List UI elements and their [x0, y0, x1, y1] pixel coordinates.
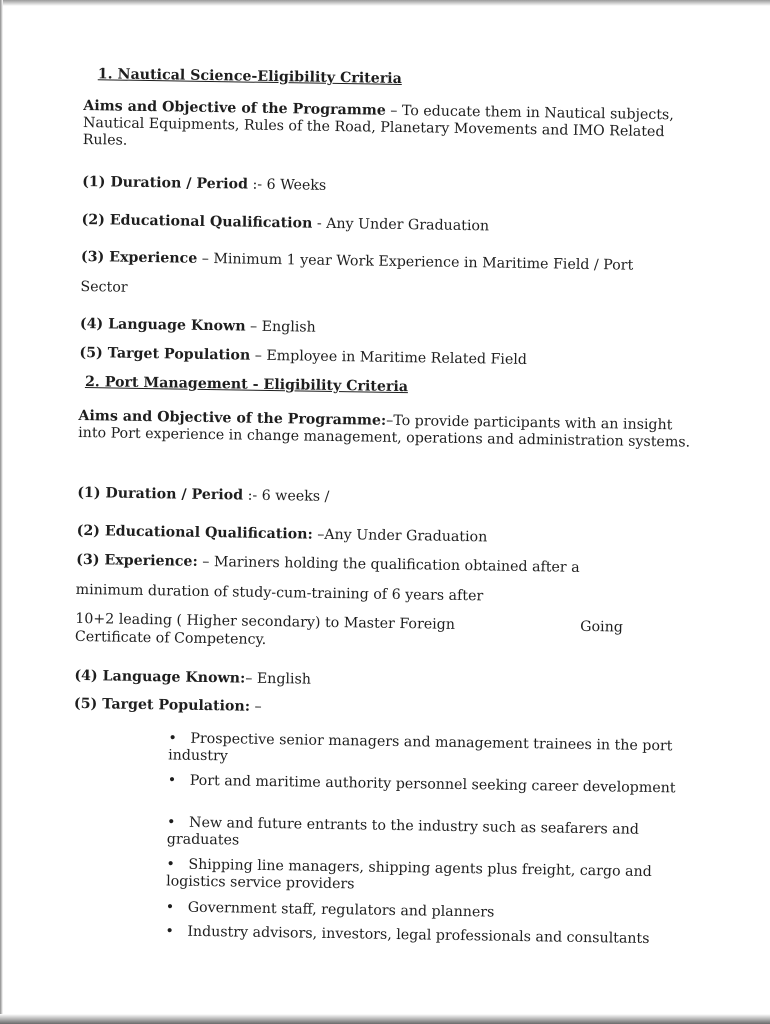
section1-language-label: (4) Language Known	[79, 315, 246, 335]
section1-target	[79, 345, 694, 372]
section2-experience-going: Going	[580, 618, 623, 636]
section2-heading: 2. Port Management - Eligibility Criteria	[84, 374, 409, 396]
scan-top-edge	[0, 0, 770, 6]
bullet-text: Prospective senior managers and management trainees in the port industry	[168, 730, 673, 765]
bullet-dot-icon: •	[165, 899, 175, 916]
section1-aims-text: – To educate them in Nautical subjects, Nautical Equipments, Rules of the Road, Planetary Movements and IMO Related Rules.	[82, 102, 674, 149]
bullet-dot-icon: •	[168, 730, 177, 747]
section1-experience-text: – Minimum 1 year Work Experience in Maritime Field / Port	[197, 250, 634, 274]
section2-duration-text: :- 6 weeks /	[242, 487, 330, 505]
section1-duration-label: (1) Duration / Period	[82, 173, 249, 193]
section2-experience-line2: minimum duration of study-cum-training of 6 years after	[75, 581, 484, 605]
section2-experience-line3-text: 10+2 leading ( Higher secondary) to Master Foreign	[75, 610, 456, 633]
section1-aims	[83, 98, 699, 159]
section1-heading: 1. Nautical Science-Eligibility Criteria	[97, 66, 402, 87]
section1-qualification-text: - Any Under Graduation	[312, 215, 490, 235]
target-population-bullet	[166, 899, 691, 924]
section1-duration	[82, 174, 697, 201]
section1-aims-label: Aims and Objective of the Programme	[83, 97, 386, 119]
section2-language-text: – English	[245, 670, 312, 688]
section1-language	[80, 316, 695, 343]
section1-experience	[81, 249, 696, 276]
section2-experience-text: – Mariners holding the qualification obtained after a	[197, 553, 580, 576]
bullet-text: Industry advisors, investors, legal professionals and consultants	[187, 923, 650, 947]
target-population-bullet	[166, 856, 691, 898]
bullet-dot-icon: •	[166, 856, 175, 873]
section2-qualification	[77, 523, 692, 550]
target-population-bullet	[168, 772, 693, 797]
section2-duration-label: (1) Duration / Period	[77, 484, 244, 504]
section1-duration-text: :- 6 Weeks	[247, 176, 327, 194]
section1-qualification	[81, 212, 696, 239]
section1-target-text: – Employee in Maritime Related Field	[250, 347, 528, 368]
section2-target-label: (5) Target Population:	[73, 695, 251, 715]
target-population-bullet	[165, 923, 690, 948]
scan-bottom-edge	[0, 1014, 770, 1024]
section1-experience-cont: Sector	[80, 278, 128, 296]
section2-qualification-label: (2) Educational Qualification:	[76, 522, 313, 543]
scan-left-edge	[0, 0, 3, 1024]
section2-duration	[77, 485, 692, 512]
bullet-text: Port and maritime authority personnel seeking career development	[189, 772, 676, 797]
target-population-bullet	[167, 814, 692, 856]
bullet-dot-icon: •	[167, 772, 177, 789]
section2-aims-label: Aims and Objective of the Programme:	[78, 407, 387, 429]
section2-language-label: (4) Language Known:	[74, 667, 246, 687]
bullet-dot-icon: •	[165, 923, 174, 940]
section2-experience-line4: Certificate of Competency.	[74, 628, 267, 648]
section1-qualification-label: (2) Educational Qualification	[81, 211, 313, 232]
bullet-text: Government staff, regulators and planners	[187, 899, 495, 921]
document-page	[73, 64, 699, 947]
section2-target	[74, 696, 689, 723]
section2-aims-text: –To provide participants with an insight into Port experience in change management, operations and administration systems.	[78, 412, 691, 451]
section2-target-text: –	[249, 698, 262, 715]
section2-language	[74, 668, 689, 695]
bullet-text: Shipping line managers, shipping agents plus freight, cargo and logistics service providers	[166, 856, 652, 893]
section2-experience-label: (3) Experience:	[76, 551, 198, 570]
section1-target-label: (5) Target Population	[79, 344, 251, 364]
section1-experience-label: (3) Experience	[80, 248, 198, 267]
section1-language-text: – English	[245, 318, 316, 336]
section2-qualification-text: –Any Under Graduation	[312, 526, 488, 546]
section2-aims	[78, 408, 693, 452]
bullet-text: New and future entrants to the industry such as seafarers and graduates	[166, 814, 640, 849]
target-population-bullet	[168, 730, 693, 772]
section2-experience	[76, 552, 691, 579]
bullet-dot-icon: •	[166, 814, 176, 831]
